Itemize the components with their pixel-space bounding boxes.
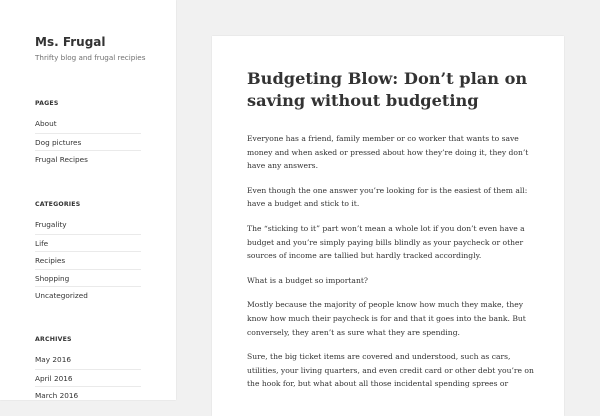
post-title[interactable]: Budgeting Blow: Don’t plan on saving without budgeting: [247, 69, 528, 110]
category-link-uncategorized[interactable]: Uncategorized: [35, 286, 141, 304]
categories-widget-title: CATEGORIES: [35, 201, 81, 208]
post-paragraph: What is a budget so important?: [247, 275, 368, 285]
archive-link-march-2016[interactable]: March 2016: [35, 386, 141, 404]
post-paragraph: Mostly because the majority of people know how much they make, they know how much their paycheck is for and that it goes into the bank. But conversely, they aren’t as sure what they are spending.: [247, 300, 526, 337]
post-paragraph: Sure, the big ticket items are covered and understood, such as cars, utilities, your living quarters, and even credit card or other debt you’re on the hook for, but what about all those incidental spending sprees or: [247, 352, 534, 389]
pages-widget-title: PAGES: [35, 100, 59, 107]
sidebar: [0, 0, 176, 400]
pages-list: [35, 115, 141, 168]
category-link-frugality[interactable]: Frugality: [35, 220, 67, 229]
page-link-frugal-recipes[interactable]: Frugal Recipes: [35, 150, 141, 168]
archives-widget-title: ARCHIVES: [35, 336, 72, 343]
archive-link-april-2016[interactable]: April 2016: [35, 369, 141, 387]
category-link-recipies[interactable]: Recipies: [35, 251, 141, 269]
post-content: [247, 132, 537, 402]
post-paragraph: Even though the one answer you’re looking for is the easiest of them all: have a budget and stick to it.: [247, 185, 528, 209]
category-link-life[interactable]: Life: [35, 234, 141, 252]
post-paragraph: Everyone has a friend, family member or co worker that wants to save money and when asked or pressed about how they’re doing it, they don’t have any answers.: [247, 134, 529, 171]
page-link-about[interactable]: About: [35, 119, 57, 128]
post-paragraph: The “sticking to it” part won’t mean a whole lot if you don’t even have a budget and you’re simply paying bills blindly as your paycheck or other sources of income are tallied but hardly tracked accordingly.: [247, 223, 525, 261]
post-card: [212, 36, 564, 416]
category-link-shopping[interactable]: Shopping: [35, 269, 141, 287]
site-title[interactable]: Ms. Frugal: [35, 35, 106, 49]
archive-link-may-2016[interactable]: May 2016: [35, 355, 71, 364]
site-description: Thrifty blog and frugal recipies: [35, 53, 146, 62]
categories-list: [35, 216, 141, 304]
archives-list: [35, 351, 141, 404]
page-link-dog-pictures[interactable]: Dog pictures: [35, 133, 141, 151]
